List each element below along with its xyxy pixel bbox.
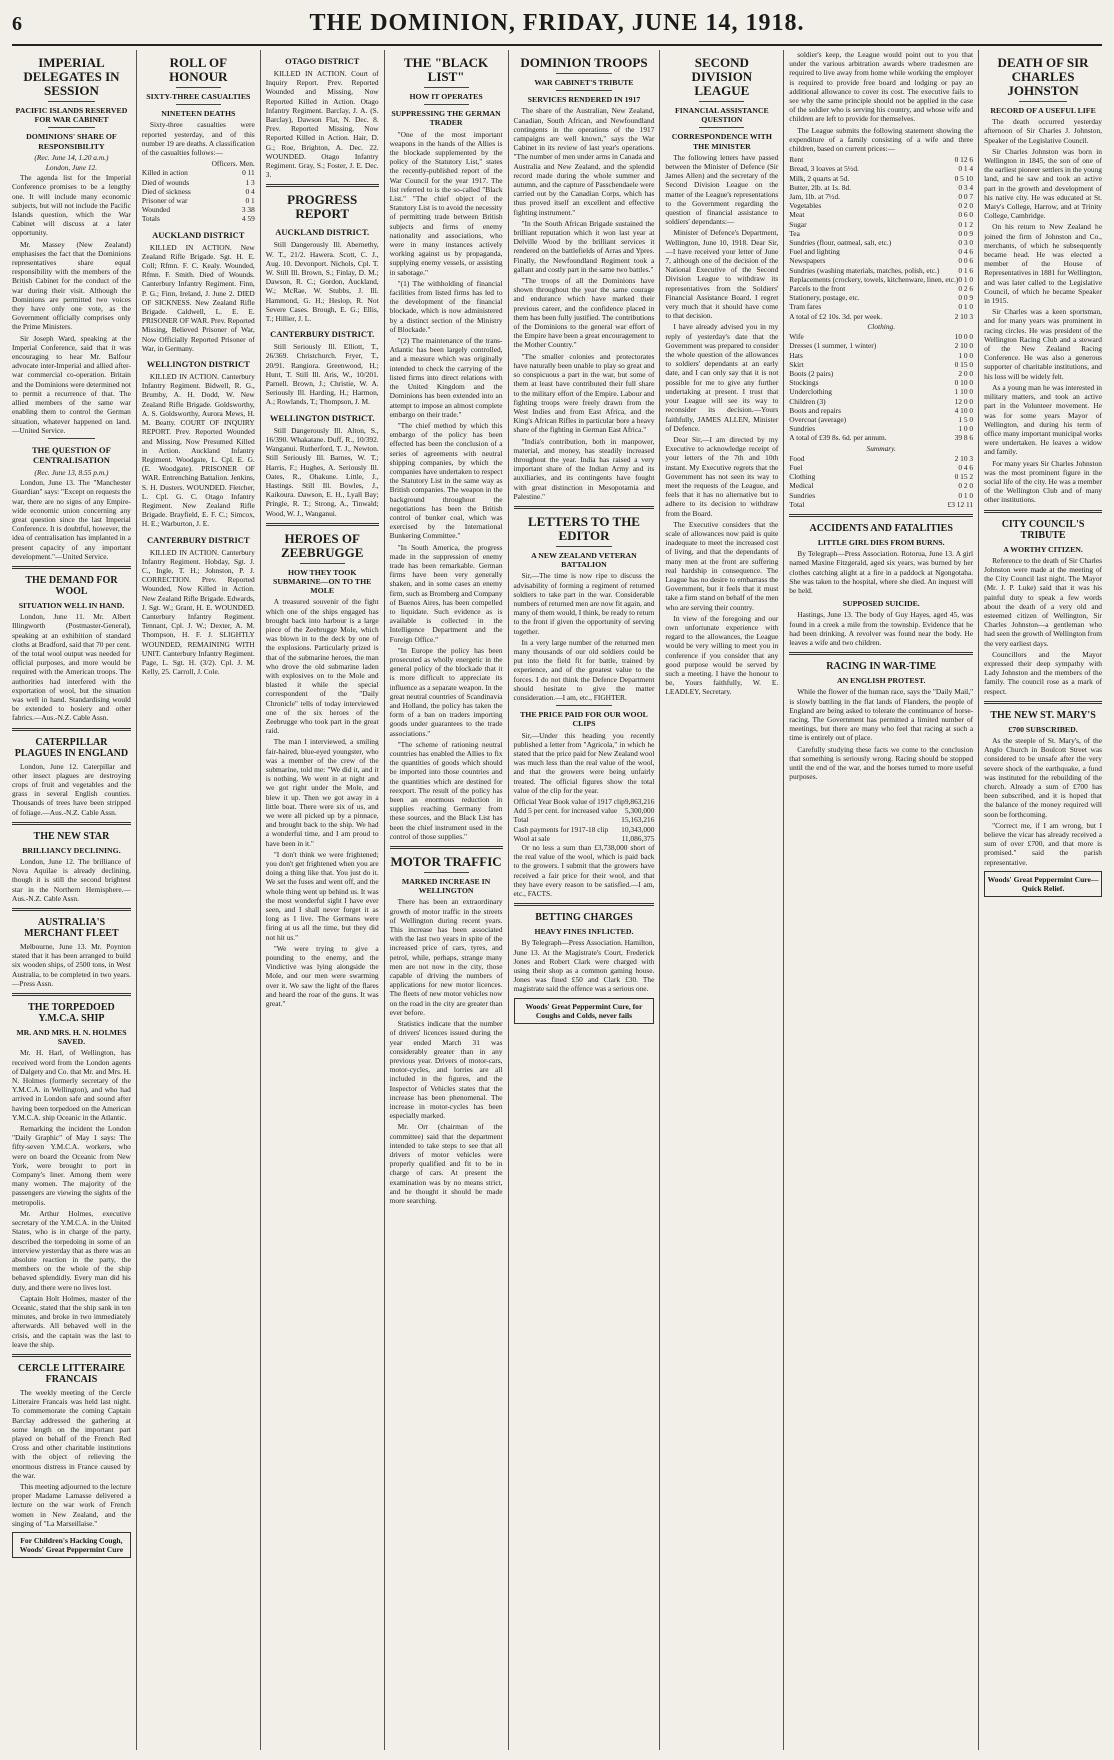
article-text: KILLED IN ACTION. Court of Inquiry Report. Prev. Reported Wounded and Missing, Now Reported Killed in Action. Otago Infantry Regiment. Barclay, J. A. (S. Barclay), Dawson Flat, N. Dec. 8. Prev. Reported Missing, Now Reported Killed in Action. Hair, D. G.; Roe, Brighton, A. Dec. 22. WOUNDED. Otago Infantry Regiment. Gray, S.; Foster, J. E. Dec. 3.: [265, 69, 379, 180]
subheadline: PACIFIC ISLANDS RESERVED FOR WAR CABINET: [15, 106, 128, 125]
table-row: [789, 275, 973, 284]
subheadline: RECORD OF A USEFUL LIFE: [990, 106, 1096, 115]
table-row: [789, 397, 973, 406]
table-row: [789, 351, 973, 360]
article-text: In a very large number of the returned men many thousands of our old soldiers could be put into the field fit for battle, trained by experience, and of the greatest value to the forces. I do not think the Defence Department should hesitate to give the matter consideration.—I am, etc., FIGHTER.: [513, 637, 655, 702]
row-label: Died of wounds: [141, 177, 190, 187]
table-row: [789, 220, 973, 229]
column-1: [12, 50, 136, 1750]
row-value: 1 0 0: [958, 350, 974, 360]
advertisement: For Children's Hacking Cough, Woods' Great Peppermint Cure: [12, 1532, 131, 1558]
row-label: Sundries: [789, 490, 816, 500]
table-row: [789, 174, 973, 183]
row-label: Butter, 2lb. at 1s. 8d.: [789, 182, 851, 192]
article-text: The share of the Australian, New Zealand, Canadian, South African, and Newfoundland contingents in the operations of the 1917 campaigns are well known," says the War Cabinet in its review of last year's operations. "The number of men under arms in Canada and Australia and New Zealand, and the splendid record made during the whole summer and autumn, and the capture of Passchendaele were carried out by the Canadian Corps, which has thus proved itself an excellent and effective fighting instrument.": [513, 106, 655, 217]
subheadline: A WORTHY CITIZEN.: [1003, 544, 1083, 554]
row-value: 0 2 0: [958, 201, 974, 211]
article-text: "The smaller colonies and protectorates have naturally been unable to play so great and so conspicuous a part in the war, but some of them at least have contributed their full share to the military effort of the Empire. Labour and fighting troops were freely drawn from the West Indies and from East Africa, and the King's African Rifles in particular bore a heavy share of the fighting in German East Africa.": [513, 351, 655, 435]
article-text: Still Seriously Ill. Elliott, T., 26/369. Christchurch. Fryer, T., 20/91. Rangiora. Greenwood, H.; Hunt, T. Still Ill. Aris, W., 10/201. Parnell. Brown, J.; Christie, W. A. Seriously Ill. Harding, H.; Harmon, A.; Rowlands, T.; Thompson, J. M.: [265, 342, 379, 407]
subheadline: HOW IT OPERATES: [409, 92, 483, 101]
row-label: Official Year Book value of 1917 clip: [513, 797, 625, 807]
subheadline: FINANCIAL ASSISTANCE QUESTION: [675, 106, 769, 125]
table-row: [789, 463, 973, 472]
row-label: Clothing: [789, 472, 816, 482]
section-heading: CANTERBURY DISTRICT: [147, 534, 250, 545]
article-text: In view of the foregoing and our own unfortunate experience with regard to the allowances, the League would be very willing to meet you in conference if you consider that any good purpose would be served by such a meeting. I have the honour to be, Yours faithfully, W. E. LEADLEY, Secretary.: [665, 613, 779, 697]
row-value: 0 1 0: [958, 274, 974, 284]
article-text: Statistics indicate that the number of drivers' licences issued during the year ended March 31 was considerably greater than in any previous year. Drivers of motor-cars, motor-cycles, and lorries are all included in the figures, and the Inspector of Vehicles states that the increase has been phenomenal. The increase in motor-cycles has been especially marked.: [389, 1019, 503, 1121]
article-text: Minister of Defence's Department, Wellington, June 10, 1918. Dear Sir,—I have received your letter of June 7, although one of the decision of the National Executive of the Second Division League to withdraw its representatives from the Soldiers' Financial Assistance Board. I regret very much that it should have come to that decision.: [665, 228, 779, 321]
subheadline: MARKED INCREASE IN WELLINGTON: [401, 877, 491, 896]
table-row: [789, 472, 973, 481]
table-row: [789, 164, 973, 173]
table-row: [789, 266, 973, 275]
subheadline: WAR CABINET'S TRIBUTE: [534, 78, 634, 87]
headline: CATERPILLAR PLAGUES IN ENGLAND: [14, 736, 129, 759]
row-label: Totals: [141, 214, 160, 224]
row-label: Children (3): [789, 396, 826, 406]
headline: IMPERIAL DELEGATES IN SESSION: [23, 55, 120, 98]
row-label: Underclothing: [789, 387, 832, 397]
subheadline: DOMINIONS' SHARE OF RESPONSIBILITY: [26, 132, 117, 151]
row-value: 3 38: [241, 205, 255, 215]
table-row: [789, 378, 973, 387]
table-row: [514, 815, 655, 824]
article-text: Reference to the death of Sir Charles Johnston were made at the meeting of the City Council last night. The Mayor (Mr. J. P. Luke) said that it was his painful duty to speak a few words about the death of a very old and esteemed citizen of Wellington, Sir Charles Johnston—a gentleman who had seen the growth of Wellington from the very earliest days.: [984, 555, 1103, 648]
row-label: Boots and repairs: [789, 405, 842, 415]
headline: ROLL OF HONOUR: [169, 55, 228, 84]
row-label: Newspapers: [789, 256, 826, 266]
row-value: 0 1 4: [958, 164, 974, 174]
article-text: While the flower of the human race, says the "Daily Mail," is slowly battling in the flat lands of Flanders, the people of England are being asked to tolerate the continuance of horse-racing. The Government has permitted a limited number of meetings, but there are many who feel that racing at such a time is entirely out of place.: [789, 687, 974, 743]
article-text: Sir Joseph Ward, speaking at the Imperial Conference, said that it was encouraging to hear Mr. Balfour advocate inter-Imperial and allied after-war commercial co-operation. Britain and the Dominions were determined not to permit a recurrence of that. The allied members of the same war enabling them to control the German situation, whatever happened on land.—United Service.: [12, 333, 131, 435]
article-text: Sir Charles was a keen sportsman, and for many years was prominent in racing circles. He was president of the Wellington Racing Club and a steward of the New Zealand Racing Conference. He was also a generous supporter of charitable institutions, and his loss will be widely felt.: [984, 307, 1102, 381]
subheadline: THE PRICE PAID FOR OUR WOOL CLIPS: [520, 710, 648, 729]
table-row: [789, 454, 973, 463]
headline: THE DEMAND FOR WOOL: [25, 574, 118, 597]
headline: THE NEW STAR: [33, 830, 110, 842]
article-text: "(1) The withholding of financial facilities from listed firms has led to the development of the financial blockade, which is now administered by a distinct section of the Ministry of Blockade.": [389, 278, 503, 334]
table-row: [789, 192, 973, 201]
row-value: 0 15 0: [954, 359, 974, 369]
row-label: Add 5 per cent. for increased value: [513, 806, 618, 816]
headline: MOTOR TRAFFIC: [390, 854, 502, 870]
article-text: A treasured souvenir of the fight which one of the ships engaged has brought back into harbour is a large piece of the Zeebrugge Mole, which was blown in to the deck by one of the explosions. Particularly prized is that of the submarine heroes, the man who drove the old submarine laden with explosives on to the Mole and blasted it while the special correspondent of the "Daily Chronicle" tells of today interviewed one of the six heroes of the Zeebrugge who took part in the great raid.: [265, 597, 379, 736]
row-label: Replacements (crockery, towels, kitchenware, linen, etc.): [789, 274, 959, 284]
article-text: Dear Sir,—I am directed by my Executive to acknowledge receipt of your letters of the 7th and 10th instant. My Executive regrets that the Government has not seen its way to meet the requests of the League, and feels that it has no alternative but to adhere to its decision to withdraw from the Board.: [665, 434, 779, 518]
row-label: Boots (2 pairs): [789, 368, 834, 378]
row-label: Sundries (washing materials, matches, polish, etc.): [789, 265, 940, 275]
section-heading: WELLINGTON DISTRICT: [146, 359, 250, 370]
table-row: [789, 155, 973, 164]
article-text: Councillors and the Mayor expressed their deep sympathy with Lady Johnston and the members of the family. The council rose as a mark of respect.: [984, 649, 1102, 696]
dateline: (Rec. June 13, 8.55 p.m.): [34, 467, 109, 477]
article-text: London, June 11. Mr. Albert Illingworth (Postmaster-General), speaking at an exhibition of standard cloths at Bradford, said that 70 per cent. of the total wool output was needed for official purposes, and more would be required with the American troops. The authorities had interfered with the exportation of wool, but the situation was well in hand. Standardising would be extended to hosiery and other fabrics.—Aus.-N.Z. Cable Assn.: [12, 612, 131, 723]
advertisement: Woods' Great Peppermint Cure—Quick Relief.: [984, 871, 1102, 897]
table-row: [789, 424, 973, 433]
row-label: Parcels to the front: [789, 284, 846, 294]
article-text: The weekly meeting of the Cercle Litteraire Francais was held last night. To commemorate the coming Captain Barclay addressed the gathering at some length on the important part played on behalf of the French Red Cross and other charitable institutions with the object of relieving the enormous distress in France caused by the war.: [12, 1387, 131, 1480]
row-value: 0 1 0: [958, 490, 974, 500]
row-value: 0 12 6: [954, 155, 974, 165]
table-row: [789, 229, 973, 238]
subheadline: SIXTY-THREE CASUALTIES: [146, 92, 251, 101]
row-value: 0 2 0: [958, 481, 974, 491]
row-label: Meat: [789, 210, 805, 220]
article-text: "The scheme of rationing neutral countries has enabled the Allies to fix the quantities of goods which should be imported into those countries and the quantities which are destined for reexport. The result of the policy has been an enormous reduction in supplies reaching Germany from these sources, and the Black List has been the chief instrument used in the control of those supplies.": [389, 739, 503, 841]
article-text: For many years Sir Charles Johnston was the most prominent figure in the social life of the city. He was a member of the Wellington Club and of many other institutions.: [984, 458, 1102, 505]
subheadline: MR. AND MRS. H. N. HOLMES SAVED.: [16, 1028, 127, 1047]
row-label: Bread, 3 loaves at 5½d.: [789, 164, 859, 174]
subheadline: SITUATION WELL IN HAND.: [18, 600, 125, 610]
article-text: soldier's keep, the League would point out to you that under the various arbitration awards where tradesmen are required to live away from home while working the employer is required to provide free board and lodging or pay an additional allowance to cover its cost. The executive fails to see why the same principle should not be applied in the case of the soldier who is serving his country, and whose wife and children are left to provide for themselves.: [789, 50, 974, 124]
table-row: [789, 201, 973, 210]
budget-total: A total of £2 10s. 3d. per week. 2 10 3: [789, 311, 974, 321]
table-row: [789, 500, 973, 509]
column-6: [659, 50, 783, 1750]
table-row: [514, 797, 655, 806]
row-label: Stockings: [789, 378, 819, 388]
subheadline: NINETEEN DEATHS: [161, 109, 236, 119]
headline: THE NEW ST. MARY'S: [990, 709, 1096, 721]
row-label: Total: [789, 499, 805, 509]
article-text: By Telegraph—Press Association. Rotorua, June 13. A girl named Maxine Fitzgerald, aged six years, was burned by her clothes catching alight at a fire in a paddock at Ngongotaha. She was taken to the hospital, where she died. An inquest will be held.: [789, 549, 974, 595]
table-row: [514, 834, 655, 843]
row-label: Sundries (flour, oatmeal, salt, etc.): [789, 238, 892, 248]
headline: THE "BLACK LIST": [404, 55, 489, 84]
row-value: 5,300,000: [624, 806, 655, 816]
row-label: Milk, 2 quarts at 5d.: [789, 173, 850, 183]
article-text: "India's contribution, both in manpower, material, and money, has steadily increased throughout the year. India has raised a very important share of the Indian Army and its auxiliaries, and its contingents have fought with great distinction in Mesopotamia and Palestine.": [513, 436, 655, 501]
article-text: The League submits the following statement showing the expenditure of a family consisting of a wife and three children, based on current prices:—: [789, 125, 974, 154]
row-value: 0 1 6: [958, 265, 974, 275]
row-value: 1 5 0: [958, 414, 974, 424]
table-row: [142, 178, 255, 187]
row-label: Wounded: [141, 205, 171, 215]
article-text: The following letters have passed between the Minister of Defence (Sir James Allen) and the secretary of the Second Division League on the matter of the League's representations to the Government regarding the question of financial assistance to soldiers' dependants:—: [665, 152, 779, 227]
row-value: 0 0 9: [958, 293, 974, 303]
article-text: KILLED IN ACTION. Canterbury Infantry Regiment. Hobday, Sgt. J. C., Ingle, T. H.; Johnston, P. J. CORRECTION. Prev. Reported Wounded, Now Killed in Action. New Zealand Rifle Brigade. Edwards, J. Sgt. W.; Grant, H. E. WOUNDED. Canterbury Infantry Regiment. Tennant, Cpl. J. W.; Dexter, A. M. Thompson, H. F. J. SLIGHTLY WOUNDED, REMAINING WITH UNIT. Canterbury Infantry Regiment. Page, L. Sgt. H. (3/2). Cpl. J. M. Kelly, 25. Carroll, J. Cole.: [141, 547, 255, 677]
table-row: [789, 491, 973, 500]
row-label: Fuel: [789, 462, 803, 472]
article-text: Mr. Arthur Holmes, executive secretary of the Y.M.C.A. in the United States, who is in charge of the party, described the torpedoing in some of an interview yesterday that as there was an absolute reaction in the party, the members on the whole of the ship behaved splendidly. Every man did his duty, and there were no lives lost.: [12, 1208, 131, 1292]
row-value: 0 5 10: [954, 173, 974, 183]
row-value: 0 4 6: [958, 462, 974, 472]
article-text: As a young man he was interested in military matters, and took an active part in the Volunteer movement. He was for some years Mayor of Wellington, and during his term of office many important municipal works were undertaken. He leaves a widow and family.: [984, 382, 1102, 457]
table-row: [142, 205, 255, 214]
article-text: "We were trying to give a pounding to the enemy, and the Vindictive was lying alongside the Mole, and our men were swarming over it. We saw the light of the flares and heard the roar of the guns. It was great.": [265, 943, 379, 1009]
row-label: Skirt: [789, 359, 804, 369]
row-label: Sundries: [789, 424, 816, 434]
headline: PROGRESS REPORT: [287, 192, 358, 222]
article-text: Mr. Massey (New Zealand) emphasises the fact that the Dominions representatives share equal responsibility with the members of the British Cabinet for the conduct of the war during their visit. Although the Dominions are permitted two voices they have only one vote, as the Government officially comprises only the Prime Ministers.: [12, 239, 131, 332]
row-label: Rent: [789, 155, 804, 165]
article-text: Still Dangerously Ill. Alton, S., 16/390. Whakatane. Duff, R., 10/392. Wanganui. Rutherford, T. J., Newton. Still Seriously Ill. Barnes, W. T.; Harris, F.; Hughes, A. Seriously Ill. Oates, R., Ohakune. Little, J., Hastings. Still Ill. Bowles, J., Kaikoura. Dawson, E. H., Lyall Bay; Pringle, R. T.; Strong, A., Tinwald; Wood, W. J., Wanganui.: [265, 425, 379, 518]
subheadline: AN ENGLISH PROTEST.: [836, 676, 926, 686]
advertisement: Woods' Great Peppermint Cure, for Coughs and Colds, never fails: [514, 998, 655, 1024]
article-text: Sir,—The time is now ripe to discuss the advisability of forming a regiment of returned soldiers to take part in the war. Considerable numbers of returned men are now fit again, and many of them would, I think, be ready to return to the front if given the opportunity of serving together.: [513, 571, 655, 636]
column-3: [260, 50, 384, 1750]
article-text: "The troops of all the Dominions have shown throughout the year the same courage and endurance which have marked their previous career, and the confidence placed in them has been fully justified. The contributions of the Dominions to the general war effort of the Empire have been a great encouragement to the Mother Country.": [513, 276, 655, 350]
article-text: "The chief method by which this embargo of the policy has been effected has been the conclusion of a series of agreements with neutral shipping companies, by which the companies have undertaken to respect the Statutory List in the same way as British companies. The weapon in the background throughout the negotiations has been the British control of bunker coal, which was exercised by the International Bunkering Committee.": [389, 420, 503, 541]
article-text: Or no less a sum than £3,738,000 short of the real value of the wool, which is paid back to the growers. I submit that the growers have received a fair price for their wool, and that they have every reason to be satisfied.—I am, etc., FACTS.: [513, 843, 655, 899]
subheadline: CORRESPONDENCE WITH THE MINISTER: [671, 132, 772, 151]
article-text: Remarking the incident the London "Daily Graphic" of May 1 says: The fifty-seven Y.M.C.A. workers, who were on board the Oceanic from New York, were brought to port in Company's liner. Among them were many women. The majority of the passengers are viewing the sights of the metropolis.: [12, 1124, 131, 1207]
column-8: [978, 50, 1102, 1750]
article-text: This meeting adjourned to the lecture proper Madame Lamasse delivered a lecture on the war work of French women in New Zealand, and the singing of "La Marseillaise.": [12, 1481, 131, 1528]
subheadline: SERVICES RENDERED IN 1917: [527, 95, 641, 105]
row-label: Prisoner of war: [141, 196, 188, 206]
row-value: 0 0 9: [958, 228, 974, 238]
table-row: [514, 806, 655, 815]
headline: DEATH OF SIR CHARLES JOHNSTON: [997, 55, 1089, 98]
article-text: By Telegraph—Press Association. Hamilton, June 13. At the Magistrate's Court, Frederick Jones and Robert Clark were charged with using their shop as a common gaming house. Jones was fined £50 and Clark £30. The magistrate said the offence was a serious one.: [513, 938, 655, 994]
row-value: 0 15 2: [954, 472, 974, 482]
article-text: The Executive considers that the scale of allowances now paid is quite inadequate to meet the increased cost of living, and that the dependants of many men at the front are suffering real hardship in consequence. The League has no desire to embarrass the Government, but it feels that it must take a firm stand on behalf of the men who are serving their country.: [665, 519, 779, 612]
table-row: [789, 369, 973, 378]
row-label: Overcoat (average): [789, 414, 847, 424]
newspaper-title: THE DOMINION, FRIDAY, JUNE 14, 1918.: [309, 10, 805, 36]
headline: ACCIDENTS AND FATALITIES: [809, 522, 953, 534]
article-text: "In the South African Brigade sustained the brilliant reputation which it won last year at Delville Wood by the brilliant services it rendered on the battlefields of Arras and Ypres. Finally, the Newfoundland Regiment took a gallant and costly part in the same two battles.": [513, 218, 655, 274]
article-text: "(2) The maintenance of the trans-Atlantic has been largely controlled, and a measure which was originally intended to check the carrying of the listed firms into direct relations with the United Kingdom and the Dominions has been extended into an attempt to impose an almost complete embargo on their trade.": [389, 336, 503, 419]
column-4: [384, 50, 508, 1750]
table-row: [142, 196, 255, 205]
table-row: [789, 293, 973, 302]
headline: SECOND DIVISION LEAGUE: [691, 55, 753, 98]
column-5: [508, 50, 660, 1750]
article-text: "Correct me, if I am wrong, but I believe the vicar has already received a sum of over £700, and that more is promised." said the parish representative.: [984, 820, 1102, 867]
article-text: Captain Holt Holmes, master of the Oceanic, stated that the ship sank in ten minutes, and broke in two immediately afterwards. All behaved well in the crisis, and the captain was the last to leave the ship.: [12, 1293, 131, 1349]
article-text: There has been an extraordinary growth of motor traffic in the streets of Wellington during recent years. This increase has been associated with the last two years in spite of the increased price of cars, tyres, and petrol, while, perhaps, strange many men are not now in the city, those capable of driving the numbers of applications for new motor licences. The fleets of new motor vehicles now on the road in the city are greater than ever before.: [389, 897, 503, 1017]
table-row: [789, 360, 973, 369]
page-number: 6: [12, 13, 22, 35]
row-value: 0 1 0: [958, 302, 974, 312]
table-row: [789, 256, 973, 265]
row-value: 12 0 0: [954, 396, 974, 406]
section-heading: AUCKLAND DISTRICT: [152, 229, 245, 240]
article-text: Sir,—Under this heading you recently published a letter from "Agricola," in which he stated that the price paid for New Zealand wool was much less than the real value of the wool, and that the growers were being unfairly treated. The official figures show the total value of the clip for the year.: [513, 730, 655, 795]
row-value: 0 0 7: [958, 192, 974, 202]
article-text: As the steeple of St. Mary's, of the Anglo Church in Boulcott Street was considered to be unsafe after the very severe shock of the earthquake, a fund was instituted for the rebuilding of the church. Already a sum of £700 has been subscribed, and it is hoped that the balance of the money required will soon be forthcoming.: [984, 735, 1102, 819]
headline: RACING IN WAR-TIME: [826, 661, 937, 673]
table-row: [789, 387, 973, 396]
column-7: [783, 50, 978, 1750]
row-value: 10,343,000: [621, 824, 655, 834]
row-label: Cash payments for 1917-18 clip: [513, 824, 609, 834]
row-value: 1 0 0: [958, 424, 974, 434]
table-row: [789, 284, 973, 293]
table-row: [142, 168, 255, 177]
subheadline: SUPPRESSING THE GERMAN TRADER: [391, 109, 501, 128]
row-label: Food: [789, 453, 805, 463]
headline: THE TORPEDOED Y.M.C.A. SHIP: [28, 1002, 115, 1025]
row-label: Sugar: [789, 219, 807, 229]
section-heading: CANTERBURY DISTRICT.: [270, 329, 375, 340]
subheadline: A NEW ZEALAND VETERAN BATTALION: [531, 550, 637, 570]
article-text: On his return to New Zealand he joined the firm of Johnston and Co., merchants, of which he subsequently became head. He was elected a member of the House of Representatives in 1881 for Wellington, and was later called to the Legislative Council, of which he became Speaker in 1915.: [984, 222, 1102, 306]
table-row: [789, 238, 973, 247]
row-value: 2 0 0: [958, 368, 974, 378]
row-value: 1 10 0: [954, 387, 974, 397]
table-heading: Summary.: [866, 443, 896, 453]
table-row: [142, 214, 255, 223]
row-label: Stationery, postage, etc.: [789, 293, 860, 303]
table-row: [789, 341, 973, 350]
subheadline: £700 SUBSCRIBED.: [1008, 724, 1078, 734]
summary-table: [789, 454, 973, 509]
row-value: 11,086,375: [621, 833, 655, 843]
masthead: [12, 10, 1102, 46]
row-value: 0 11: [242, 168, 255, 178]
article-text: London, June 12. The brilliance of Nova Aquilae is already declining, though it is still the second brightest star in the Northern Hemisphere.—Aus.-N.Z. Cable Assn.: [12, 857, 131, 903]
row-value: 15,163,216: [621, 815, 655, 825]
column-2: [136, 50, 260, 1750]
table-row: [514, 825, 655, 834]
budget-table: [789, 155, 973, 311]
article-text: "One of the most important weapons in the hands of the Allies is the blockade supplemented by the policy of the Statutory List," states the recently-published report of the War Council for the year 1917. The list referred to is the so-called "Black List." "The chief object of the Statutory List is to avoid the necessity of permitting trade between British subjects and firms of enemy nationality and associations, who were in many instances actively working against us by propaganda, supplying enemy vessels, or assisting in sabotage.": [389, 129, 503, 277]
article-text: Mr. Orr (chairman of the committee) said that the department intended to take steps to see that all drivers of motor vehicles were properly qualified and fit to be in charge of cars. At present the examination was by no means strict, and he thought it should be made more searching.: [389, 1122, 503, 1205]
table-header: Officers. Men.: [211, 159, 255, 169]
row-value: 0 3 4: [958, 182, 974, 192]
table-row: [789, 302, 973, 311]
article-text: London, June 12. Caterpillar and other insect plagues are destroying crops of fruit and vegetables and the grass in several English counties. Thousands of trees have been stripped of foliage.—Aus.-N.Z. Cable Assn.: [12, 761, 131, 817]
row-label: Tram fares: [789, 302, 822, 312]
subheadline: HEAVY FINES INFLICTED.: [534, 927, 634, 937]
headline: CITY COUNCIL'S TRIBUTE: [1001, 518, 1085, 541]
row-value: 2 10 3: [954, 453, 974, 463]
table-heading: Clothing.: [867, 321, 896, 331]
row-value: 0 2 6: [958, 284, 974, 294]
row-value: 9,863,216: [624, 797, 655, 807]
article-text: London, June 13. The "Manchester Guardian" says: "Except on requests the war, there are no signs of any Empire-wide economic union concerning any great question since the last Imperial Conference. It is doubtful, however, the idea of centralisation has implanted in a present capacity of any important development."—United Service.: [12, 478, 131, 561]
row-value: 0 1: [245, 196, 255, 206]
table-row: [789, 406, 973, 415]
article-text: "I don't think we were frightened; you don't get frightened when you are doing a thing like that. You just do it. We set the fuses and went off, and the whole thing went up behind us. It was the most wonderful sight I have ever seen, and I shall never forget it as long as I live. The Germans were firing at us all the time, but they did not hit us.": [265, 849, 379, 942]
table-row: [789, 332, 973, 341]
row-value: 0 4 6: [958, 247, 974, 257]
row-label: Jam, 1lb. at 7½d.: [789, 192, 840, 202]
row-value: 4 59: [241, 214, 255, 224]
row-value: 10 0 0: [954, 332, 974, 342]
row-value: 0 3 0: [958, 238, 974, 248]
headline: LETTERS TO THE EDITOR: [527, 513, 640, 543]
headline: BETTING CHARGES: [535, 912, 633, 924]
row-value: 1 3: [245, 177, 255, 187]
headline: CERCLE LITTERAIRE FRANCAIS: [17, 1362, 125, 1385]
row-value: £3 12 11: [947, 499, 974, 509]
article-text: The agenda list for the Imperial Conference promises to be a lengthy one. It will include many economic subjects, but will not include the Pacific Islands question, which the War Cabinet will discuss at a later opportunity.: [12, 173, 131, 238]
columns: [12, 50, 1102, 1750]
section-heading: WELLINGTON DISTRICT.: [269, 412, 375, 423]
table-row: [789, 210, 973, 219]
article-text: KILLED IN ACTION. New Zealand Rifle Brigade. Sgt. H. E. Coll; Rfmn. F. C. Kealy. Wounded, Rfmn. F. Smith. Died of Wounds. Canterbury Infantry Regiment. Finn, P. G.; Finn, Ireland, J. June 2. DIED OF SICKNESS. New Zealand Rifle Brigade. Caldwell, L. E. E. PRISONER OF WAR. Prev. Reported Missing, Believed Prisoner of War, Now Officially Reported Prisoner of War, in Germany.: [141, 242, 255, 353]
article-text: KILLED IN ACTION. Canterbury Infantry Regiment. Bidwell, R. G., Brumby, A. H. Dodd, W. New Zealand Rifle Brigade. Goldsworthy, A. S. Goldsworthy, Aurora Mews, H. M. Beatty. COURT OF INQUIRY REPORT. Prev. Reported Wounded and Missing, Now Presumed Killed in Action. Auckland Infantry Regiment. Woodgate, L. Cpl. E. G. (E. Woodgate). PRISONER OF WAR. Entrenching Battalion. Jenkins, S. H. Dusters. WOUNDED. Fletcher, L. Cpl. G. C. Otago Infantry Regiment. New Zealand Rifle Brigade. Brayfield, E. F. C.; Simcox, H. E.; Warburton, J. E.: [141, 372, 255, 529]
row-label: Killed in action: [141, 168, 188, 178]
subheadline: SUPPOSED SUICIDE.: [842, 599, 920, 609]
article-text: The man I interviewed, a smiling fair-haired, blue-eyed youngster, who was a member of the crew of the submarine, told me: "We did it, and it is nothing. We went in at night and we got right under the Mole, and blew it up. Then we got away in a little boat. There were six of us, and we were all picked up by a pinnace, and brought back to the ship. We had a wonderful time, and I am proud to have been in it.": [265, 737, 379, 848]
headline: HEROES OF ZEEBRUGGE: [281, 530, 364, 560]
article-text: Still Dangerously Ill. Abernethy, W. T., 21/2. Hawera. Scott, C. J., Aug. 10. Devonport. Nichols, Cpl. T. W. Still Ill. Brown, S.; Finlay, D. M.; Dawson, R. C.; Gordon, Auckland, W.; McRae, W. Stubbs, J. Ill. Hammond, G. H.; Heslop, R. Not Severe Cases. Brough, E. G.; Ellis, T.; Hillier, J. L.: [265, 240, 379, 324]
row-value: 0 10 0: [954, 378, 974, 388]
article-text: Melbourne, June 13. Mr. Poynton stated that it has been arranged to build six wooden ships, of 2500 tons, in West Australia, to be completed in two years.—Press Assn.: [12, 942, 131, 988]
clothing-table: [789, 332, 973, 433]
article-text: The death occurred yesterday afternoon of Sir Charles J. Johnston, Speaker of the Legislative Council.: [984, 117, 1102, 145]
row-value: 0 0 6: [958, 256, 974, 266]
headline: AUSTRALIA'S MERCHANT FLEET: [24, 917, 119, 940]
row-value: 0 4: [245, 186, 255, 196]
article-text: I have already advised you in my reply of yesterday's date that the Government was prepared to consider the whole question of the allowances to soldiers' dependants at an early date, and I can only say that it is not possible for me to give any further undertaking at present. I trust that your League will see its way to reconsider its decision.—Yours faithfully, JAMES ALLEN, Minister of Defence.: [665, 322, 779, 433]
row-label: Dresses (1 summer, 1 winter): [789, 341, 877, 351]
subheadline: HOW THEY TOOK SUBMARINE—ON TO THE MOLE: [273, 567, 372, 596]
table-row: [789, 415, 973, 424]
wool-figures: [514, 797, 655, 843]
table-row: [789, 183, 973, 192]
dateline: London, June 12.: [45, 163, 98, 173]
subheadline: BRILLIANCY DECLINING.: [22, 845, 121, 855]
clothing-total: A total of £39 8s. 6d. per annum. 39 8 6: [789, 433, 974, 443]
section-heading: AUCKLAND DISTRICT.: [275, 227, 370, 238]
table-row: [142, 187, 255, 196]
subheadline: LITTLE GIRL DIES FROM BURNS.: [817, 537, 945, 547]
headline: DOMINION TROOPS: [520, 55, 648, 70]
article-text: Sir Charles Johnston was born in Wellington in 1845, the son of one of the earliest pioneer settlers in the young land, and he saw and took an active part in the growth and development of his native city. He was educated at St. Mary's College, Harrow, and at Trinity College, Cambridge.: [984, 146, 1102, 221]
casualty-table: [142, 168, 255, 223]
article-text: Hastings, June 13. The body of Guy Hayes, aged 45, was found in a creek a mile from the township. Evidence that he had been drinking. A revolver was found near the body. He leaves a wife and two children.: [789, 610, 974, 647]
row-label: Total: [513, 815, 529, 825]
article-text: Mr. H. Harl, of Wellington, has received word from the London agents of Dalgety and Co. that Mr. and Mrs. H. N. Holmes (formerly secretary of the Y.M.C.A. in Wellington), and who had arrived in London safe and sound after having been torpedoed on the American Y.M.C.A. ship Oceanic in the Atlantic.: [12, 1048, 131, 1122]
row-value: 4 10 0: [954, 405, 974, 415]
row-label: Hats: [789, 350, 803, 360]
row-label: Medical: [789, 481, 814, 491]
row-value: 0 6 0: [958, 210, 974, 220]
dateline: (Rec. June 14, 1.20 a.m.): [34, 152, 109, 162]
section-heading: OTAGO DISTRICT: [285, 56, 360, 66]
row-label: Tea: [789, 228, 800, 238]
headline: THE QUESTION OF CENTRALISATION: [31, 444, 111, 465]
row-label: Vegetables: [789, 201, 822, 211]
table-row: [789, 481, 973, 490]
article-text: Sixty-three casualties were reported yesterday, and of this number 19 are deaths. A classification of the casualties follows:—: [141, 120, 255, 158]
row-label: Wife: [789, 332, 804, 342]
row-label: Wool at sale: [513, 833, 550, 843]
article-text: "In South America, the progress made in the suppression of enemy trade has been remarkable. German firms have been very generally shaken, and in some cases an enemy firm, such as Bromberg and Company of Buenos Aires, has been compelled to liquidate. Such evidence as is available is collected in the Intelligence Department and the Foreign Office.": [389, 542, 503, 644]
row-label: Died of sickness: [141, 186, 191, 196]
article-text: Carefully studying these facts we come to the conclusion that something is seriously wrong. Racing should be stopped until the end of the war, and the horses turned to more useful purposes.: [789, 744, 974, 782]
row-value: 0 1 2: [958, 219, 974, 229]
row-value: 2 10 0: [954, 341, 974, 351]
article-text: "In Europe the policy has been prosecuted as wholly energetic in the general policy of the blockade that it is more difficult to appreciate its influence as a separate weapon. In the great neutral countries of Scandinavia and Holland, the policy has taken the form of a ban on traders importing goods under guarantees to the trade associations.": [389, 645, 503, 738]
row-label: Fuel and lighting: [789, 247, 840, 257]
table-row: [789, 247, 973, 256]
